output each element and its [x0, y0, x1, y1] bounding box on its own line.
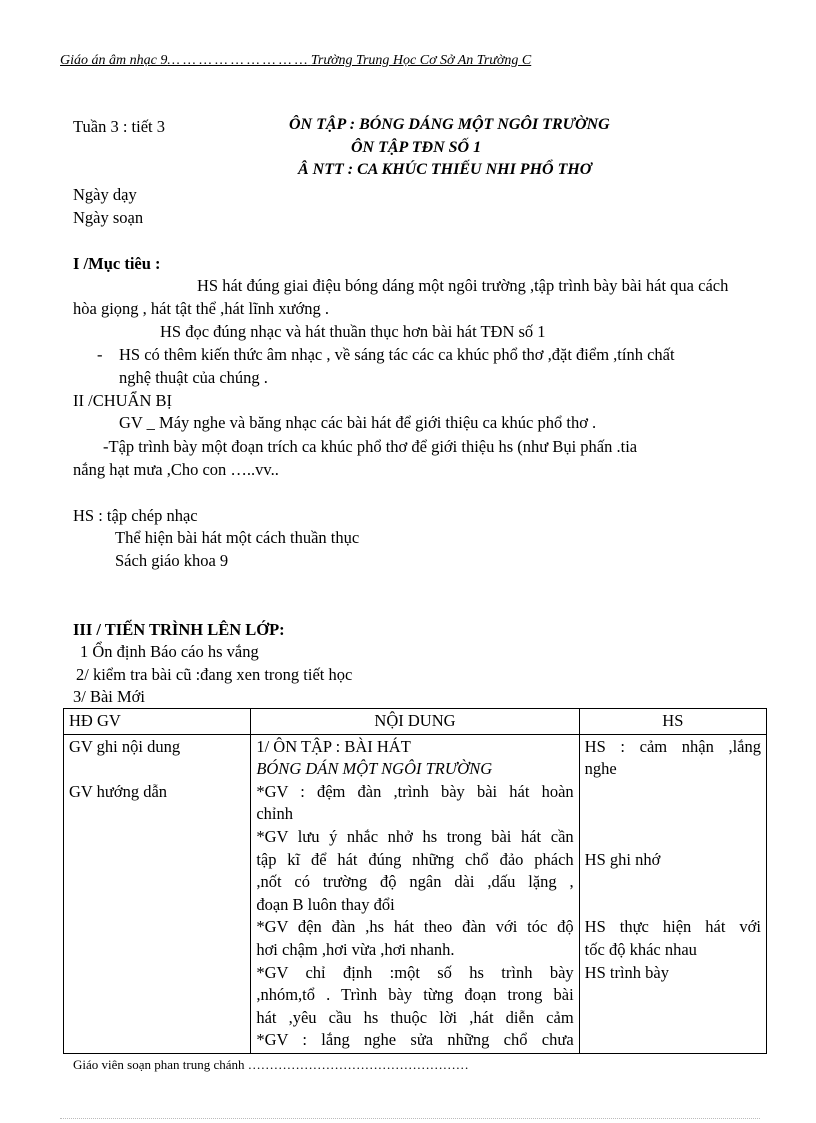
process-step-3: 3/ Bài Mới — [73, 687, 145, 706]
content-line: hát ,yêu cầu hs thuộc lời ,hát diễn cảm — [256, 1007, 574, 1027]
objective-3-bullet: - — [97, 345, 103, 364]
content-line: BÓNG DÁN MỘT NGÔI TRƯỜNG — [256, 759, 493, 779]
gv-activity-2: GV hướng dẫn — [69, 781, 168, 801]
process-heading: III / TIẾN TRÌNH LÊN LỚP: — [73, 620, 285, 639]
title-line-1: ÔN TẬP : BÓNG DÁNG MỘT NGÔI TRƯỜNG — [289, 116, 610, 133]
objective-1-line-2: hòa giọng , hát tật thể ,hát lĩnh xướng . — [73, 299, 329, 318]
hs-activity-line: tốc độ khác nhau — [584, 939, 697, 959]
header-right: Trường Trung Học Cơ Sở An Trường C — [310, 53, 532, 68]
content-line: hơi chậm ,hơi vừa ,hơi nhanh. — [256, 939, 455, 959]
header-gv: HĐ GV — [64, 709, 251, 735]
header-dots: … … … … … … … … … — [167, 53, 308, 68]
content-line: chỉnh — [256, 804, 293, 824]
content-line: *GV đện đàn ,hs hát theo đàn với tóc độ — [256, 917, 574, 937]
content-line: ,nhóm,tổ . Trình bày từng đoạn trong bài — [256, 985, 574, 1005]
header-hs: HS — [579, 709, 766, 735]
header-left: Giáo án âm nhạc 9 — [60, 53, 168, 68]
content-line: *GV chỉ định :một số hs trình bày — [256, 962, 574, 982]
content-line: *GV : đệm đàn ,trình bày bài hát hoàn — [256, 781, 574, 801]
process-step-1: 1 Ổn định Báo cáo hs vắng — [80, 642, 259, 661]
content-line: *GV : lắng nghe sửa những chổ chưa — [256, 1030, 574, 1050]
gv-activity-cell — [64, 734, 251, 1053]
hs-preparation-label: HS : tập chép nhạc — [73, 506, 198, 525]
hs-activity-line: HS : cảm nhận ,lắng — [584, 736, 761, 756]
lesson-table — [63, 708, 767, 1054]
preparation-gv: GV _ Máy nghe và băng nhạc các bài hát để giới thiệu ca khúc phổ thơ . — [119, 413, 597, 432]
page-footer: Giáo viên soạn phan trung chánh …………………………………………… — [73, 1057, 469, 1072]
objective-2: HS đọc đúng nhạc và hát thuần thục hơn bài hát TĐN số 1 — [160, 322, 546, 341]
page-bottom-separator — [60, 1118, 760, 1119]
content-line: ,nốt có trường độ ngân dài ,dấu lặng , — [256, 872, 574, 892]
objective-3-line-2: nghệ thuật của chúng . — [119, 368, 268, 387]
week-label: Tuần 3 : tiết 3 — [73, 117, 165, 136]
process-step-2: 2/ kiểm tra bài cũ :đang xen trong tiết học — [76, 665, 353, 684]
gv-activity-1: GV ghi nội dung — [69, 736, 181, 756]
content-line: 1/ ÔN TẬP : BÀI HÁT — [256, 736, 411, 756]
preparation-note-line-2: nắng hạt mưa ,Cho con …..vv.. — [73, 460, 279, 479]
table-row — [64, 734, 767, 1053]
hs-activity-line: HS thực hiện hát với — [584, 917, 761, 937]
content-line: *GV lưu ý nhắc nhở hs trong bài hát cần — [256, 826, 574, 846]
date-teach: Ngày dạy — [73, 185, 137, 204]
header-content: NỘI DUNG — [251, 709, 579, 735]
preparation-note-line-1: -Tập trình bày một đoạn trích ca khúc phổ thơ để giới thiệu hs (như Bụi phấn .tia — [103, 437, 638, 456]
objectives-heading: I /Mục tiêu : — [73, 254, 161, 273]
content-cell — [251, 734, 579, 1053]
objective-3-line-1: HS có thêm kiến thức âm nhạc , về sáng tác các ca khúc phổ thơ ,đặt điểm ,tính chất — [119, 345, 675, 364]
content-line: đoạn B luôn thay đổi — [256, 894, 395, 914]
table-header-row — [64, 709, 767, 735]
hs-activity-cell — [579, 734, 766, 1053]
preparation-heading: II /CHUẨN BỊ — [73, 391, 172, 410]
hs-activity-line: HS trình bày — [584, 962, 669, 982]
hs-activity-line: HS ghi nhớ — [584, 849, 661, 869]
date-prepare: Ngày soạn — [73, 208, 144, 227]
hs-preparation-item-1: Thể hiện bài hát một cách thuần thục — [115, 528, 360, 547]
page-header — [60, 53, 531, 69]
objective-1-line-1: HS hát đúng giai điệu bóng dáng một ngôi trường ,tập trình bày bài hát qua cách — [197, 276, 729, 295]
hs-preparation-item-2: Sách giáo khoa 9 — [115, 551, 229, 570]
title-line-2: ÔN TẬP TĐN SỐ 1 — [351, 139, 482, 156]
title-line-3: Â NTT : CA KHÚC THIẾU NHI PHỔ THƠ — [298, 161, 592, 178]
content-line: tập kĩ để hát đúng những chổ đảo phách — [256, 849, 574, 869]
hs-activity-line: nghe — [584, 759, 617, 779]
